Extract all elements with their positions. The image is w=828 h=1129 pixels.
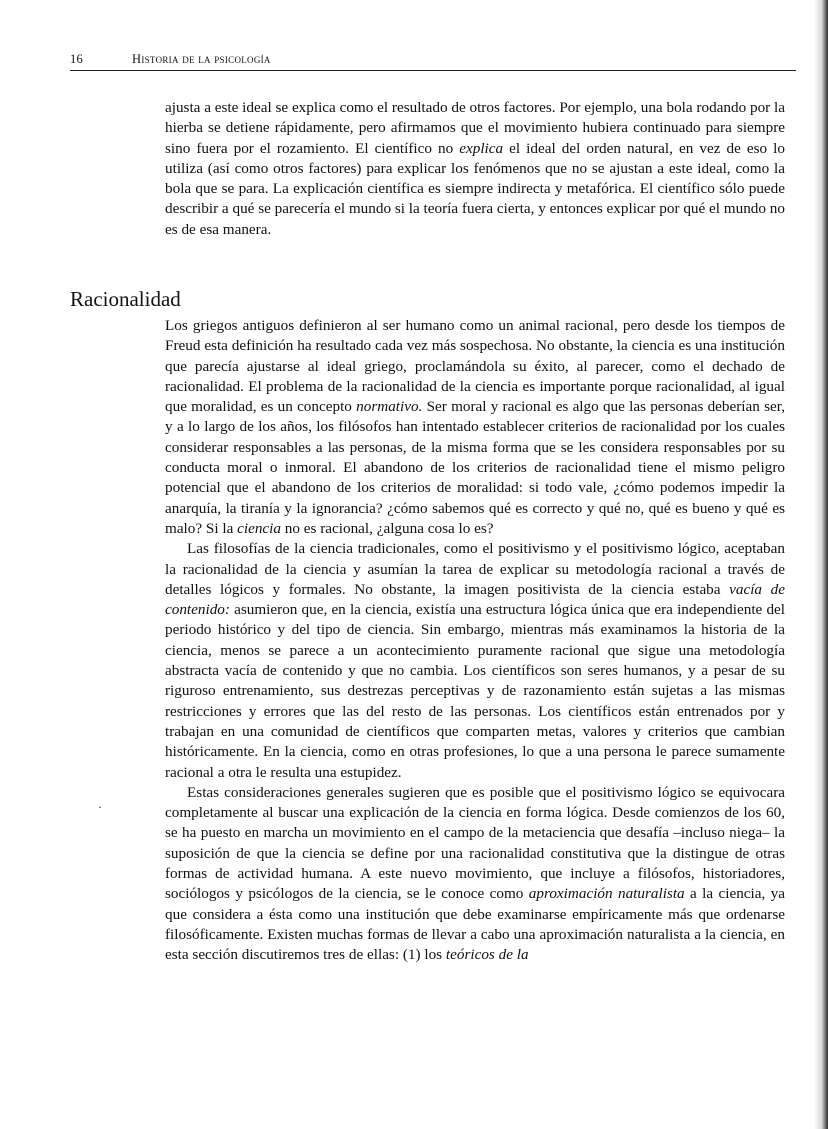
paragraph-text: Los griegos antiguos definieron al ser humano como un animal racional, pero desde los tiempos de Freud esta definición ha resultado cada vez más sospechosa. No obstante, la ciencia es una institución que parecía ajustarse al ideal griego, proclamándola su éxito, al parecer, como el dechado de racionalidad. El problema de la racionalidad de la ciencia es importante porque racionalidad, al igual que moralidad, es un concepto bbox=[165, 317, 785, 416]
paragraph-text: a la ciencia, ya que considera a ésta como una institución que debe examinarse empíricamente más que ordenarse filosóficamente. Existen muchas formas de llevar a cabo una aproximación naturalista a la ciencia, en esta sección discutiremos tres de ellas: (1) los bbox=[165, 885, 786, 964]
paragraph-text: Las filosofías de la ciencia tradicionales, como el positivismo y el positivismo lógico, aceptaban la racionalidad de la ciencia y asumían la tarea de explicar su metodología racional a través de detalles lógicos y formales. No obstante, la imagen positivista de la ciencia estaba bbox=[165, 540, 785, 598]
paragraph-text: asumieron que, en la ciencia, existía una estructura lógica única que era independiente del periodo histórico y del tipo de ciencia. Sin embargo, mientras más examinamos la historia de la ciencia, menos se parece a un acontecimiento puramente racional que sigue una metodología abstracta vacía de contenido y que no cambia. Los científicos son seres humanos, y a pesar de su riguroso entrenamiento, sus destrezas perceptivas y de razonamiento están sujetas a las mismas restricciones y errores que las del resto de las personas. Los científicos están entrenados por y trabajan en una comunidad de científicos que comparten metas, valores y criterios que cambian históricamente. En la ciencia, como en otras profesiones, lo que a una persona le parece sumamente racional a otra le resulta una estupidez. bbox=[165, 601, 785, 781]
scan-page-edge bbox=[814, 0, 828, 1129]
paragraph-text: no es racional, ¿alguna cosa lo es? bbox=[281, 519, 494, 537]
paragraph bbox=[165, 783, 785, 966]
running-header bbox=[70, 52, 790, 70]
page-number: 16 bbox=[70, 52, 84, 66]
italic-term: normativo. bbox=[356, 398, 423, 416]
italic-term: aproximación naturalista bbox=[528, 885, 685, 903]
section-heading: Racionalidad bbox=[70, 287, 181, 311]
paragraph-text: Estas consideraciones generales sugieren que es posible que el positivismo lógico se equivocara completamente al buscar una explicación de la ciencia en forma lógica. Desde comienzos de los 60, se ha puesto en marcha un movimiento en el campo de la metaciencia que desafía –incluso niega– la suposición de que la ciencia se define por una racionalidad constitutiva que la distingue de otras formas de actividad humana. A este nuevo movimiento, que incluye a filósofos, historiadores, sociólogos y psicólogos de la ciencia, se le conoce como bbox=[165, 783, 785, 903]
header-rule bbox=[70, 70, 796, 71]
paragraph bbox=[165, 98, 785, 240]
continued-paragraph-block bbox=[165, 98, 785, 240]
paragraph-text: el ideal del orden natural, en vez de eso lo utiliza (así como otros factores) para explicar los fenómenos que no se ajustan a este ideal, como la bola que se para. La explicación científica es siempre indirecta y metafórica. El científico sólo puede describir a qué se parecería el mundo si la teoría fuera cierta, y entonces explicar por qué el mundo no es de esa manera. bbox=[165, 139, 785, 238]
italic-term: explica bbox=[459, 139, 504, 157]
italic-term: teóricos de la bbox=[445, 946, 529, 964]
section-body bbox=[165, 316, 785, 966]
paragraph-text: Ser moral y racional es algo que las personas deberían ser, y a lo largo de los años, los filósofos han intentado establecer criterios de racionalidad por los cuales considerar responsables a las personas, de la misma forma que se les considera responsables por su conducta moral o inmoral. El abandono de los criterios de racionalidad tiene el mismo peligro potencial que el abandono de los criterios de moralidad: si todo vale, ¿cómo podemos impedir la anarquía, la tiranía y la ignorancia? ¿cómo sabemos qué es correcto y qué no, qué es bueno y qué es malo? Si la bbox=[165, 398, 785, 537]
paragraph bbox=[165, 539, 785, 783]
scan-speck: · bbox=[98, 800, 102, 814]
italic-term: vacía de contenido: bbox=[165, 580, 785, 619]
italic-term: ciencia bbox=[237, 519, 281, 537]
paragraph bbox=[165, 316, 785, 539]
paragraph-text: ajusta a este ideal se explica como el resultado de otros factores. Por ejemplo, una bola rodando por la hierba se detiene rápidamente, pero afirmamos que el movimiento hubiera continuado para siempre sino fuera por el rozamiento. El científico no bbox=[165, 99, 785, 157]
running-title: Historia de la psicología bbox=[132, 52, 271, 66]
